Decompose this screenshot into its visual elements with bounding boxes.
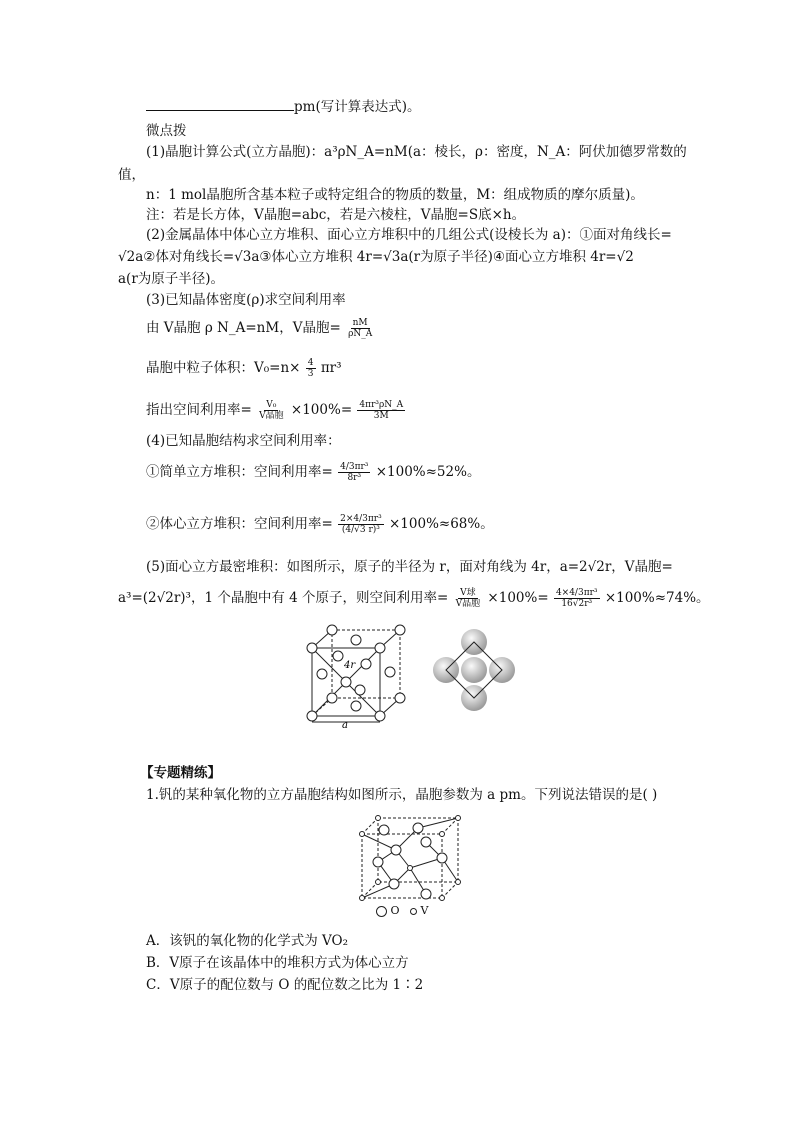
fraction-denominator: 16√2r³	[561, 599, 593, 609]
fcc-cube-diagram	[300, 622, 410, 730]
formula-text: πr³	[320, 360, 342, 376]
point-5-line-2	[118, 588, 710, 609]
point-3-formula-2	[146, 358, 342, 379]
formula-text: ×100%≈68%。	[388, 516, 494, 532]
formula-text: ②体心立方堆积：空间利用率=	[146, 516, 333, 532]
fraction-denominator: 3	[307, 369, 314, 379]
point-2-line-1: (2)金属晶体中体心立方堆积、面心立方堆积中的几组公式(设棱长为 a)：①面对角线长=	[146, 227, 672, 243]
point-1-line-2: 值，	[118, 167, 145, 183]
point-3-formula-3	[146, 400, 406, 421]
label-4r: 4r	[344, 660, 356, 671]
formula-text: ①简单立方堆积：空间利用率=	[146, 464, 333, 480]
fraction	[338, 514, 384, 535]
fraction-denominator: 3M	[373, 411, 389, 421]
fraction	[338, 462, 370, 483]
point-1-line-1: (1)晶胞计算公式(立方晶胞)：a³ρN_A=nM(a：棱长，ρ：密度，N_A：阿伏加德罗常数的	[146, 144, 687, 160]
fraction-numerator: 4×4/3πr³	[555, 588, 598, 598]
answer-blank-line	[146, 98, 420, 116]
fraction-denominator: V晶胞	[455, 599, 481, 609]
answer-blank[interactable]	[146, 98, 294, 111]
oxygen-legend-icon	[376, 906, 387, 917]
point-3-title: (3)已知晶体密度(ρ)求空间利用率	[146, 292, 346, 308]
option-b[interactable]: B．V原子在该晶体中的堆积方式为体心立方	[146, 955, 409, 971]
point-4-simple-cubic	[146, 462, 480, 483]
fraction-numerator: 4/3πr³	[340, 462, 369, 472]
fraction-denominator: ρN_A	[348, 329, 373, 339]
point-5-line-1: (5)面心立方最密堆积：如图所示，原子的半径为 r，面对角线为 4r，a=2√2r，V晶胞=	[146, 559, 673, 575]
practice-heading: 【专题精练】	[140, 765, 221, 781]
formula-text: ×100%=	[487, 590, 549, 606]
question-1: 1.钒的某种氧化物的立方晶胞结构如图所示，晶胞参数为 a pm。下列说法错误的是( )	[146, 787, 658, 803]
fraction-numerator: V球	[460, 588, 476, 598]
fraction-numerator: 4	[307, 358, 314, 368]
fraction-denominator: (4/√3 r)³	[341, 525, 380, 535]
fraction	[357, 400, 405, 421]
fcc-face-spheres-diagram	[432, 628, 516, 712]
blank-suffix: pm(写计算表达式)。	[294, 99, 421, 115]
fraction-denominator: V晶胞	[259, 411, 284, 421]
vanadium-legend-icon	[410, 908, 417, 915]
fraction	[257, 400, 286, 421]
formula-text: ×100%≈52%。	[375, 464, 481, 480]
fraction-denominator: 8r³	[347, 473, 362, 483]
option-c[interactable]: C．V原子的配位数与 O 的配位数之比为 1∶2	[146, 977, 424, 993]
point-4-title: (4)已知晶胞结构求空间利用率：	[146, 433, 341, 449]
formula-text: 由 V晶胞 ρ N_A=nM，V晶胞=	[146, 320, 341, 336]
formula-text: 晶胞中粒子体积：V₀=n×	[146, 360, 301, 376]
fraction-numerator: 4πr³ρN_A	[359, 400, 404, 410]
vanadium-oxide-cell-diagram	[354, 812, 466, 904]
point-1-line-3: n：1 mol晶胞所含基本粒子或特定组合的物质的数量，M：组成物质的摩尔质量)。	[146, 187, 644, 203]
fraction-numerator: V₀	[266, 400, 277, 410]
label-a: a	[342, 720, 348, 730]
fraction	[346, 318, 374, 339]
point-2-line-2: √2a②体对角线长=√3a③体心立方堆积 4r=√3a(r为原子半径)④面心立方堆积 4r=√2	[118, 249, 634, 265]
point-3-formula-1	[146, 318, 375, 339]
fraction	[554, 588, 600, 609]
formula-text: 指出空间利用率=	[146, 402, 252, 418]
point-1-note: 注：若是长方体，V晶胞=abc，若是六棱柱，V晶胞=S底×h。	[146, 207, 526, 223]
diagram-legend	[376, 904, 428, 917]
fraction	[306, 358, 316, 379]
point-2-line-3: a(r为原子半径)。	[118, 271, 225, 287]
vanadium-legend-label: V	[420, 904, 429, 917]
formula-text: ×100%=	[290, 402, 353, 418]
fraction-numerator: nM	[352, 318, 368, 328]
fraction	[454, 588, 483, 609]
option-a[interactable]: A．该钒的氧化物的化学式为 VO₂	[146, 933, 349, 949]
fraction-numerator: 2×4/3πr³	[340, 514, 382, 524]
point-4-bcc	[146, 514, 494, 535]
formula-text: ×100%≈74%。	[604, 590, 710, 606]
oxygen-legend-label: O	[390, 904, 400, 917]
section-title: 微点拨	[146, 123, 187, 139]
formula-text: a³=(2√2r)³，1 个晶胞中有 4 个原子，则空间利用率=	[118, 590, 449, 606]
